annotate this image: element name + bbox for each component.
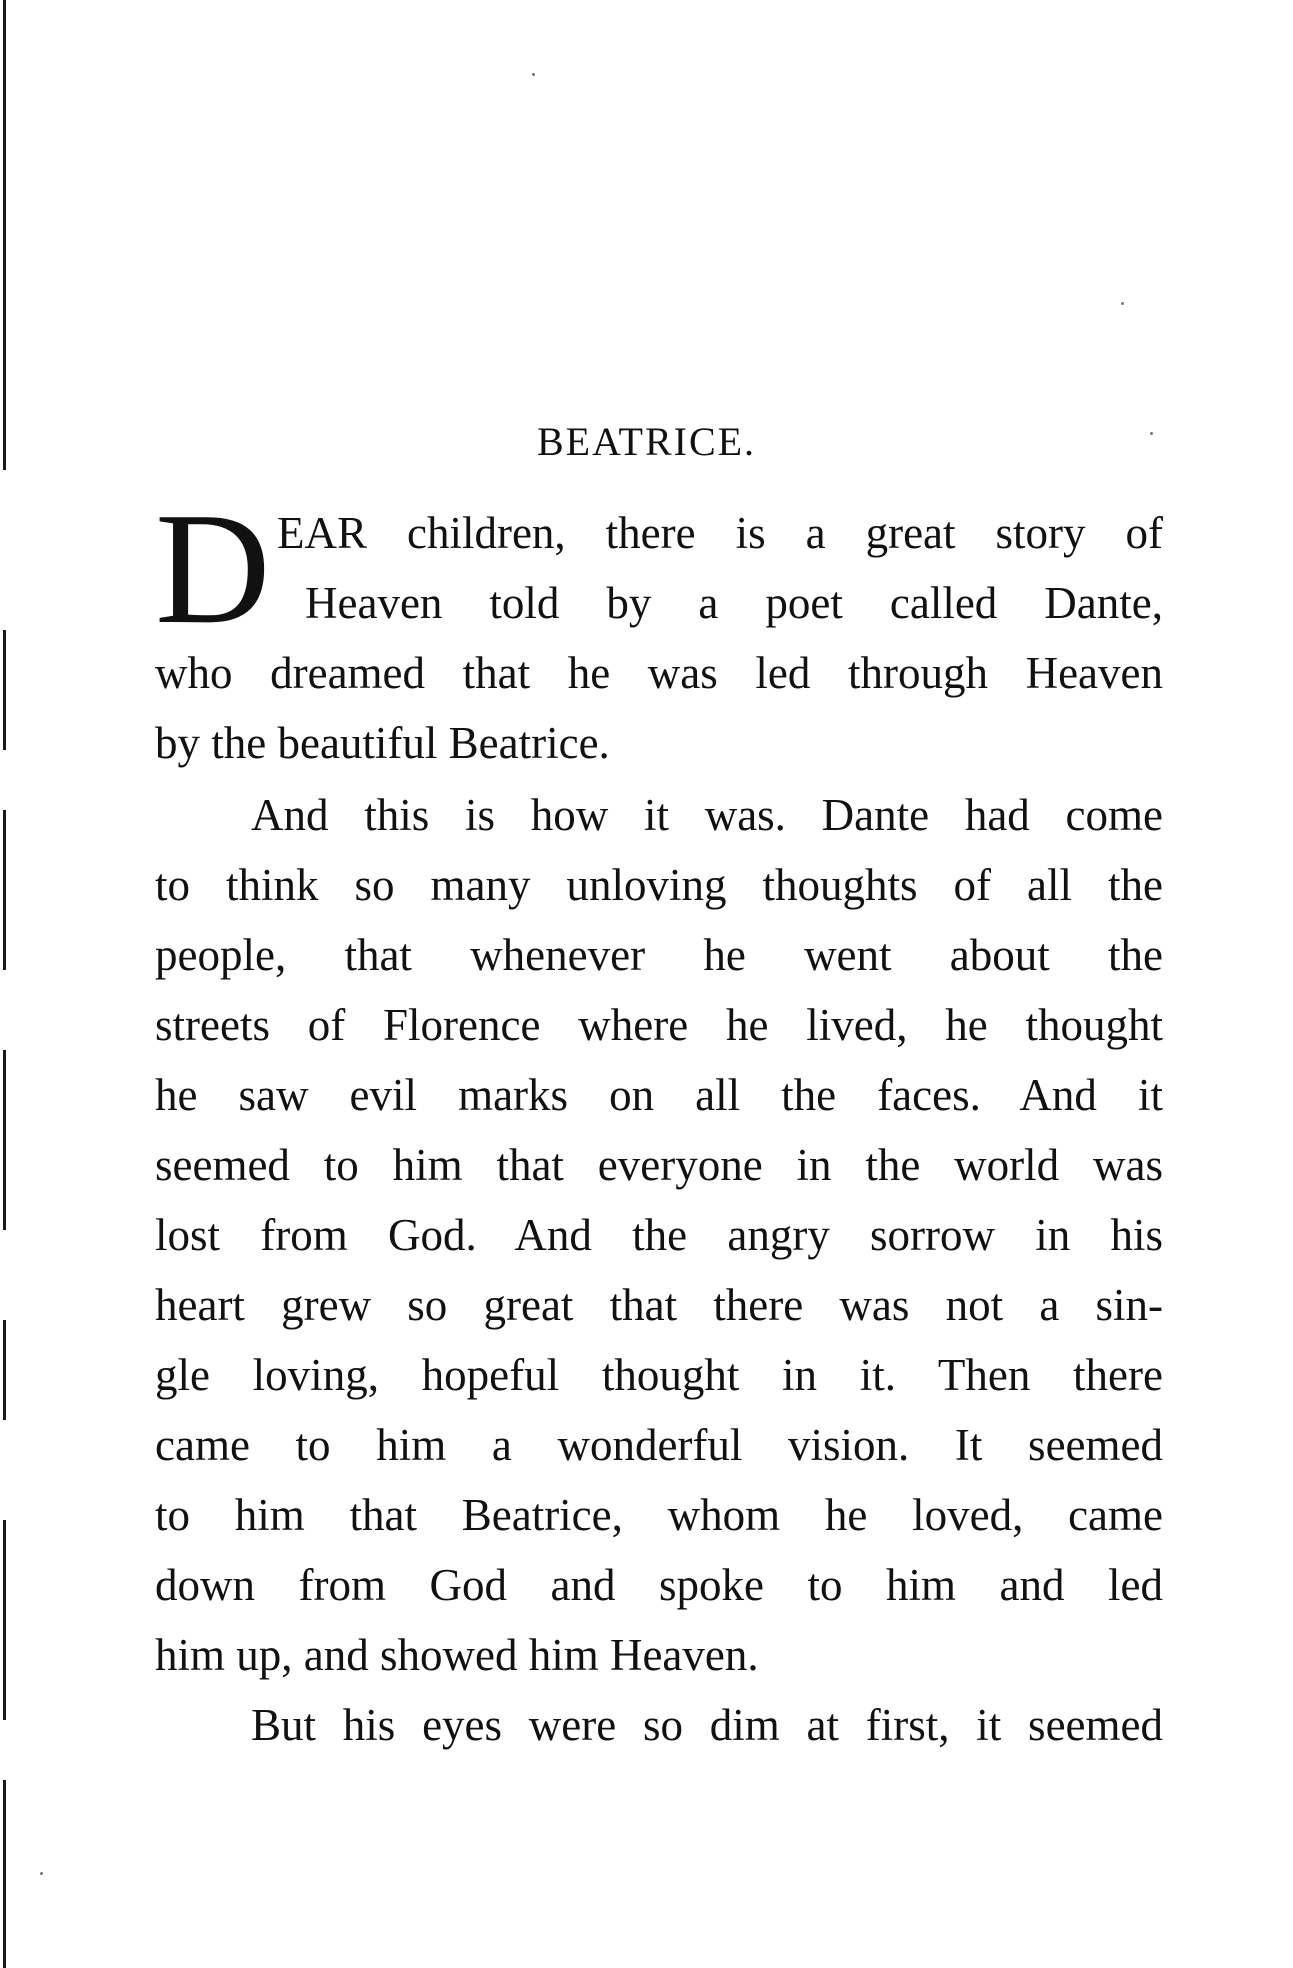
text-line: seemed to him that everyone in the world was — [155, 1140, 1163, 1190]
text-line: lost from God. And the angry sorrow in his — [155, 1210, 1163, 1260]
text-line: streets of Florence where he lived, he thought — [155, 1000, 1163, 1050]
binding-edge-segment — [3, 630, 6, 750]
text-line: came to him a wonderful vision. It seemed — [155, 1420, 1163, 1470]
drop-cap-initial: D — [155, 479, 271, 657]
page-title: BEATRICE. — [536, 419, 757, 464]
text-line: to him that Beatrice, whom he loved, came — [155, 1490, 1163, 1540]
binding-edge-segment — [3, 810, 6, 970]
text-line: to think so many unloving thoughts of all the — [155, 860, 1163, 910]
text-line: But his eyes were so dim at first, it seemed — [251, 1700, 1163, 1750]
text-line: by the beautiful Beatrice. — [155, 718, 610, 768]
binding-edge-segment — [3, 1050, 6, 1230]
binding-edge-segment — [3, 1780, 6, 1968]
text-line: EAR children, there is a great story of — [277, 508, 1163, 558]
paper-speck — [532, 73, 535, 76]
text-line: him up, and showed him Heaven. — [155, 1630, 759, 1680]
text-line: he saw evil marks on all the faces. And it — [155, 1070, 1163, 1120]
binding-edge-segment — [3, 1520, 6, 1720]
text-line: And this is how it was. Dante had come — [251, 790, 1163, 840]
paper-speck — [1121, 302, 1124, 305]
paper-speck — [40, 1872, 43, 1875]
text-line: Heaven told by a poet called Dante, — [305, 578, 1163, 628]
binding-edge-segment — [3, 1320, 6, 1420]
binding-edge-segment — [3, 0, 6, 470]
text-line: down from God and spoke to him and led — [155, 1560, 1163, 1610]
text-line: heart grew so great that there was not a sin- — [155, 1280, 1163, 1330]
text-line: who dreamed that he was led through Heaven — [155, 648, 1163, 698]
page-binding-edge — [0, 0, 8, 1968]
text-line: gle loving, hopeful thought in it. Then there — [155, 1350, 1163, 1400]
text-line: people, that whenever he went about the — [155, 930, 1163, 980]
